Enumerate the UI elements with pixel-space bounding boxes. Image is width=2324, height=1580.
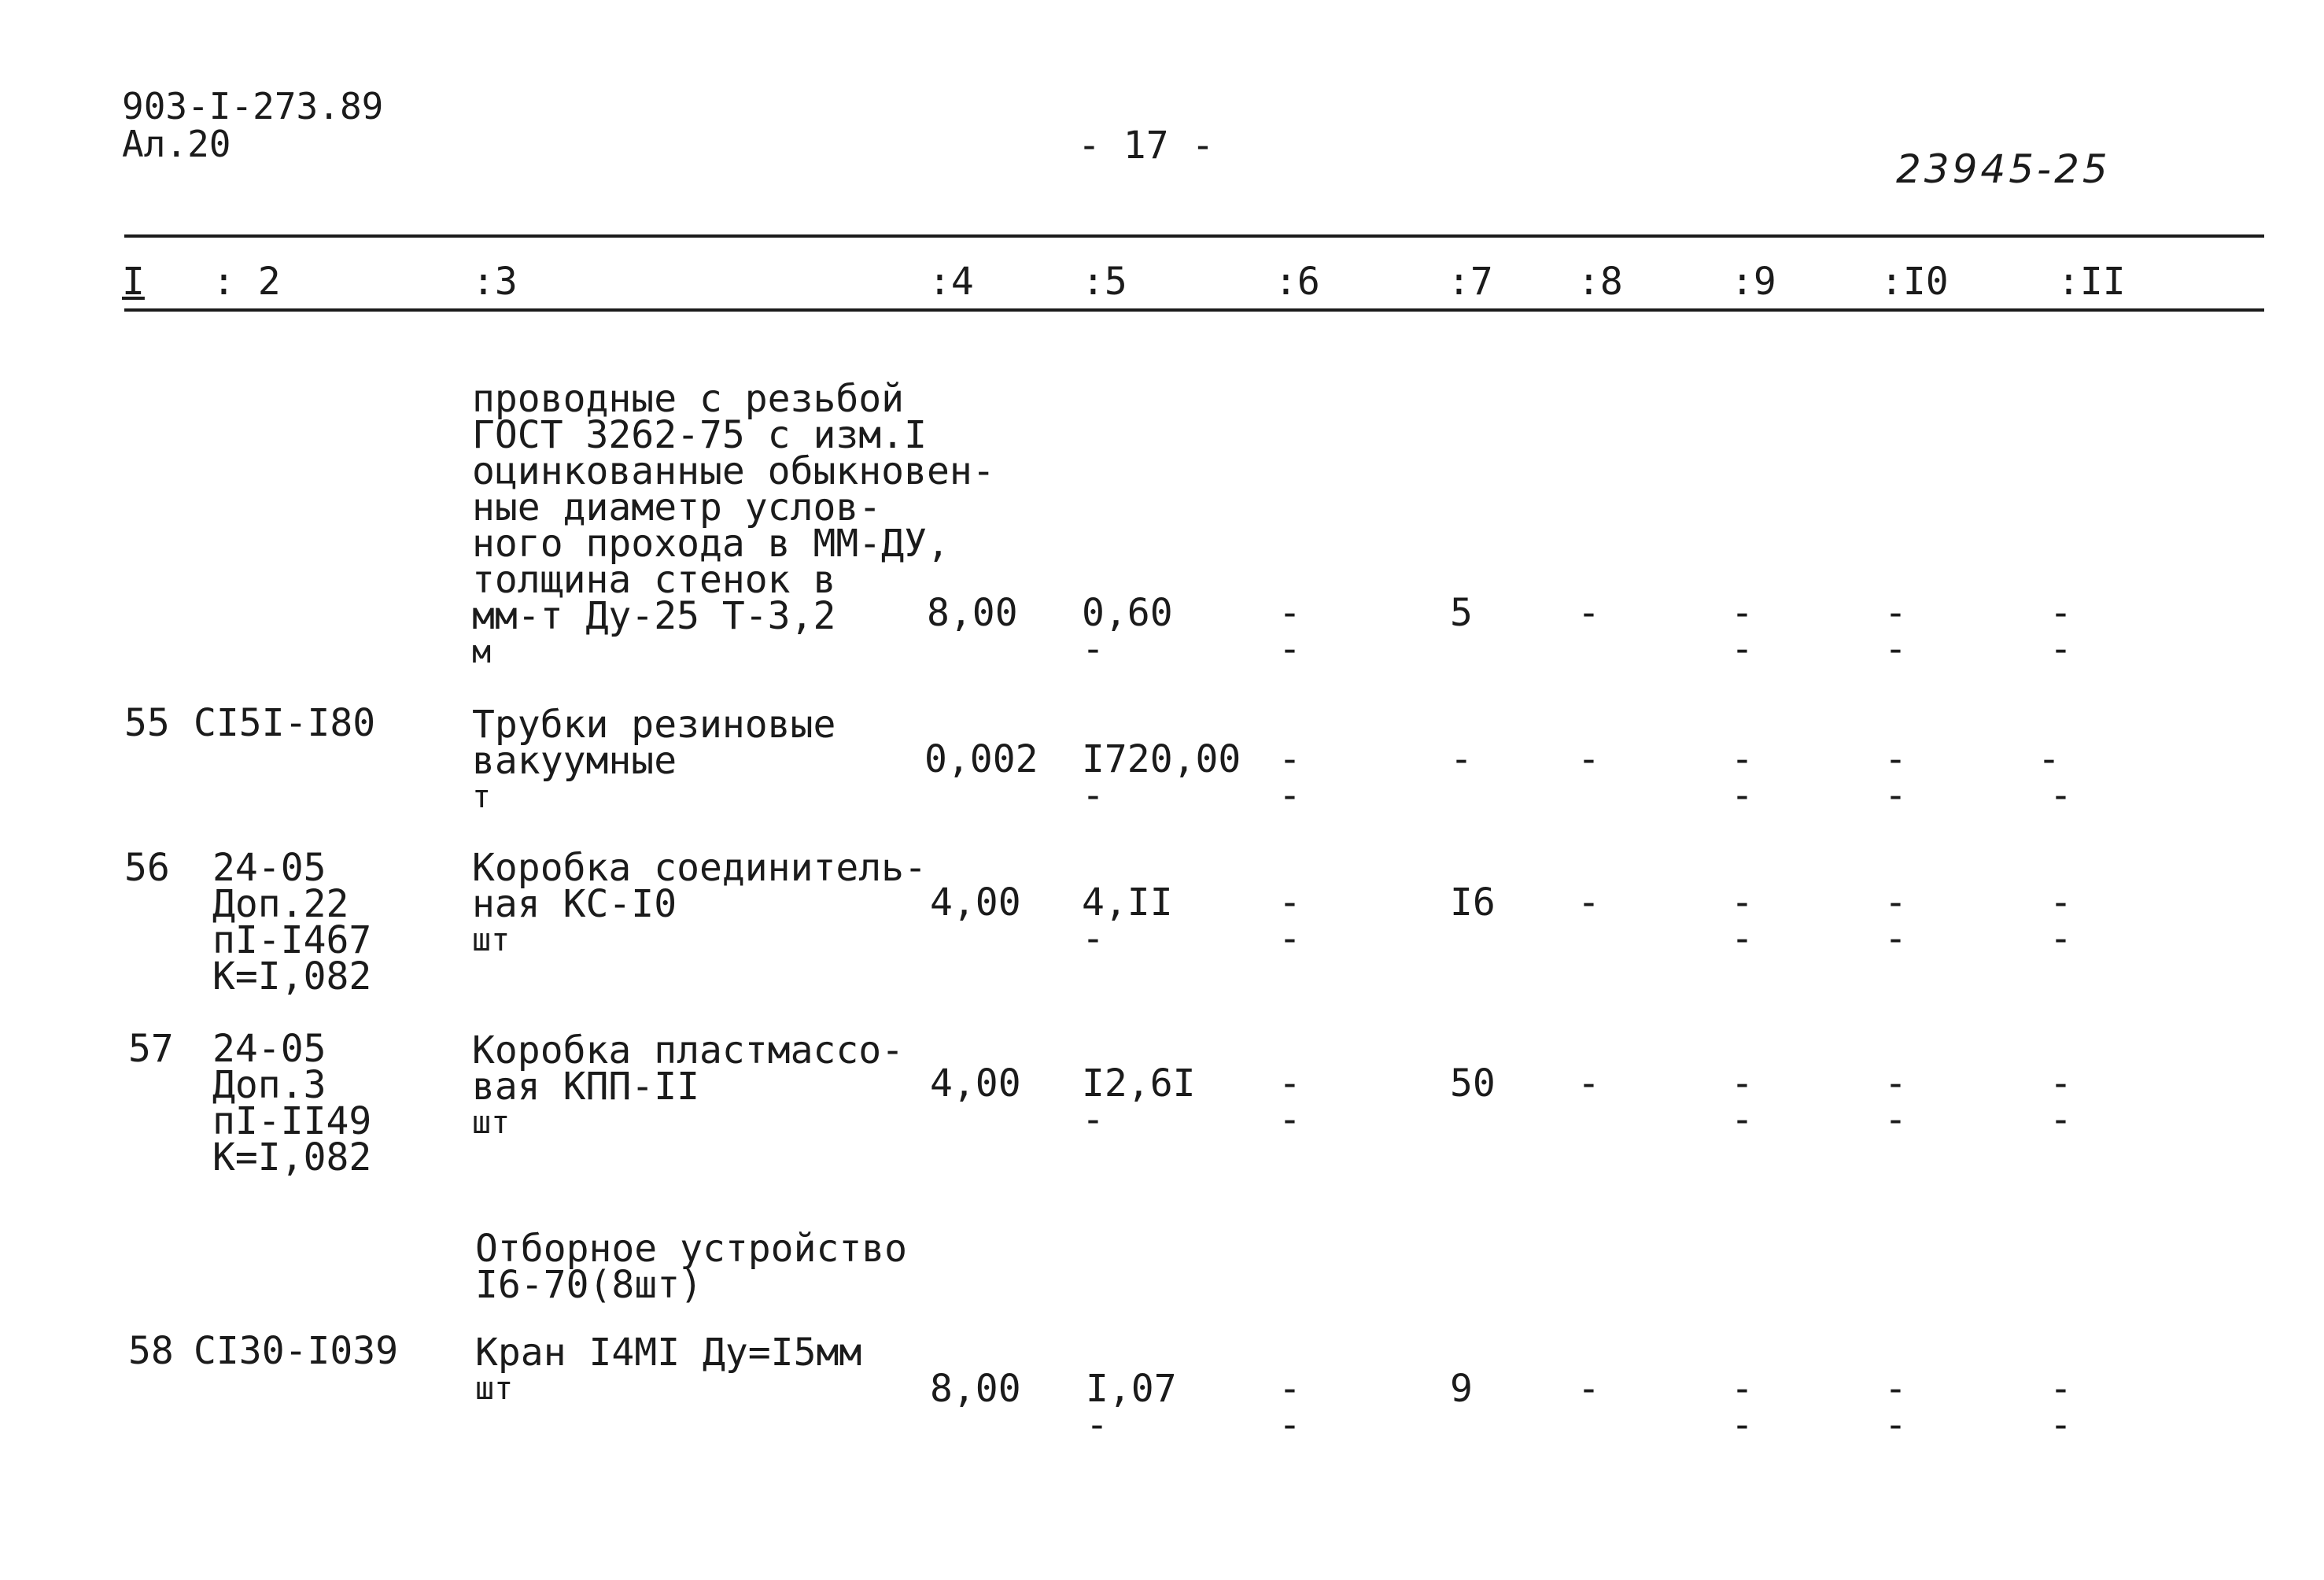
col9-cell-sub: - [1731,1098,1754,1142]
col6-cell: - [1278,1367,1301,1411]
description-line: вая КПП-II [472,1065,699,1109]
row-number: 55 [124,701,170,745]
col8-cell: - [1577,737,1600,781]
col10-cell-sub: - [1884,1403,1907,1447]
col7-cell: - [1450,737,1473,781]
code-line: 24-05 [212,1027,326,1071]
column-header-4: :4 [928,260,974,304]
col6-cell: - [1278,1061,1301,1106]
header-bottom-rule [124,308,2264,312]
column-header-5: :5 [1082,260,1127,304]
code-line: Доп.22 [212,882,349,926]
price-cell-sub: - [1086,1403,1109,1447]
col9-cell: - [1731,737,1754,781]
col10-cell: - [1884,1061,1907,1106]
column-header-2: : 2 [212,260,281,304]
col6-cell-sub: - [1278,917,1301,961]
description-line: шт [475,1371,514,1407]
quantity-cell: 4,00 [930,1061,1021,1106]
code-line: К=I,082 [212,1135,372,1179]
description-line: Коробка пластмассо- [472,1028,905,1072]
description-line: Коробка соединитель- [472,846,927,890]
price-cell: I720,00 [1082,737,1241,781]
col8-cell: - [1577,591,1600,635]
description-line: ная КС-I0 [472,882,677,926]
row-number: 57 [128,1027,174,1071]
col6-cell: - [1278,737,1301,781]
col6-cell-sub: - [1278,627,1301,671]
col6-cell: - [1278,591,1301,635]
description-line: толщина стенок в [472,558,836,602]
col7-cell: I6 [1450,880,1496,925]
col11-cell: - [2049,591,2072,635]
quantity-cell: 4,00 [930,880,1021,925]
col9-cell: - [1731,591,1754,635]
description-line: Отборное устройство [475,1227,908,1271]
col9-cell: - [1731,1367,1754,1411]
row-code [194,701,376,745]
col11-cell-sub: - [2049,1403,2072,1447]
col10-cell: - [1884,591,1907,635]
col11-cell: - [2038,737,2060,781]
header-top-rule [124,234,2264,238]
description-line: ного прохода в ММ-ДУ, [472,522,950,566]
column-header-3: :3 [472,260,518,304]
price-cell: I,07 [1086,1367,1177,1411]
price-cell-sub: - [1082,773,1105,818]
description-line: Кран I4МI Ду=I5мм [475,1331,862,1375]
row-number: 56 [124,846,170,890]
description-line: мм-т Ду-25 Т-3,2 [472,594,836,638]
price-cell: 4,II [1082,880,1173,925]
col11-cell: - [2049,1367,2072,1411]
page-number: - 17 - [1078,124,1215,168]
col11-cell-sub: - [2049,917,2072,961]
description-line: шт [472,1105,511,1141]
col11-cell-sub: - [2049,627,2072,671]
row-number: 58 [128,1329,174,1373]
description-line: м [472,634,492,670]
column-header-11: :II [2057,260,2126,304]
table-row-description [472,1028,905,1141]
col6-cell-sub: - [1278,1403,1301,1447]
table-row-description [472,846,927,958]
quantity-cell: 8,00 [930,1367,1021,1411]
col10-cell-sub: - [1884,917,1907,961]
description-line: т [472,779,492,815]
col11-cell: - [2049,1061,2072,1106]
col7-cell: 50 [1450,1061,1496,1106]
column-header-9: :9 [1731,260,1776,304]
code-line: К=I,082 [212,954,372,999]
row-code [212,1027,372,1179]
price-cell: 0,60 [1082,591,1173,635]
col8-cell: - [1577,880,1600,925]
row-code [194,1329,399,1373]
description-line: ные диаметр услов- [472,485,882,530]
price-cell-sub: - [1082,1098,1105,1142]
row-code [212,846,372,999]
col7-cell: 5 [1450,591,1473,635]
col9-cell-sub: - [1731,1403,1754,1447]
code-line: CI30-I039 [194,1329,399,1373]
price-cell-sub: - [1082,627,1105,671]
col9-cell: - [1731,1061,1754,1106]
code-line: Доп.3 [212,1063,326,1107]
description-line: оцинкованные обыкновен- [472,449,995,493]
col11-cell: - [2049,880,2072,925]
description-line: I6-70(8шт) [475,1263,703,1307]
price-cell-sub: - [1082,917,1105,961]
col6-cell-sub: - [1278,1098,1301,1142]
description-line: вакуумные [472,739,677,783]
price-cell: I2,6I [1082,1061,1196,1106]
col10-cell: - [1884,880,1907,925]
col10-cell-sub: - [1884,1098,1907,1142]
col8-cell: - [1577,1367,1600,1411]
table-row-description [472,703,836,815]
code-line: CI5I-I80 [194,701,376,745]
table-row-description [475,1331,862,1407]
description-line: Трубки резиновые [472,703,836,747]
col11-cell-sub: - [2049,1098,2072,1142]
column-header-6: :6 [1275,260,1320,304]
archive-number: 23945-25 [1896,146,2111,192]
description-line: ГОСТ 3262-75 с изм.I [472,413,927,457]
col10-cell: - [1884,737,1907,781]
quantity-cell: 0,002 [924,737,1038,781]
column-header-10: :I0 [1880,260,1949,304]
code-line: пI-II49 [212,1099,372,1143]
col10-cell: - [1884,1367,1907,1411]
col9-cell-sub: - [1731,627,1754,671]
col10-cell-sub: - [1884,773,1907,818]
col9-cell: - [1731,880,1754,925]
code-line: 24-05 [212,846,326,890]
col9-cell-sub: - [1731,917,1754,961]
col6-cell: - [1278,880,1301,925]
col6-cell-sub: - [1278,773,1301,818]
column-header-8: :8 [1577,260,1623,304]
table-row-description [472,377,995,670]
column-header-1: I [122,260,145,304]
description-line: проводные с резьбой [472,377,905,421]
doc-code: 903-I-273.89 [122,85,384,127]
section-heading [475,1227,908,1307]
col11-cell-sub: - [2049,773,2072,818]
description-line: шт [472,922,511,958]
col9-cell-sub: - [1731,773,1754,818]
column-header-7: :7 [1448,260,1493,304]
sheet-number: Ал.20 [122,123,231,165]
code-line: пI-I467 [212,918,372,962]
col7-cell: 9 [1450,1367,1473,1411]
col8-cell: - [1577,1061,1600,1106]
quantity-cell: 8,00 [927,591,1018,635]
col10-cell-sub: - [1884,627,1907,671]
